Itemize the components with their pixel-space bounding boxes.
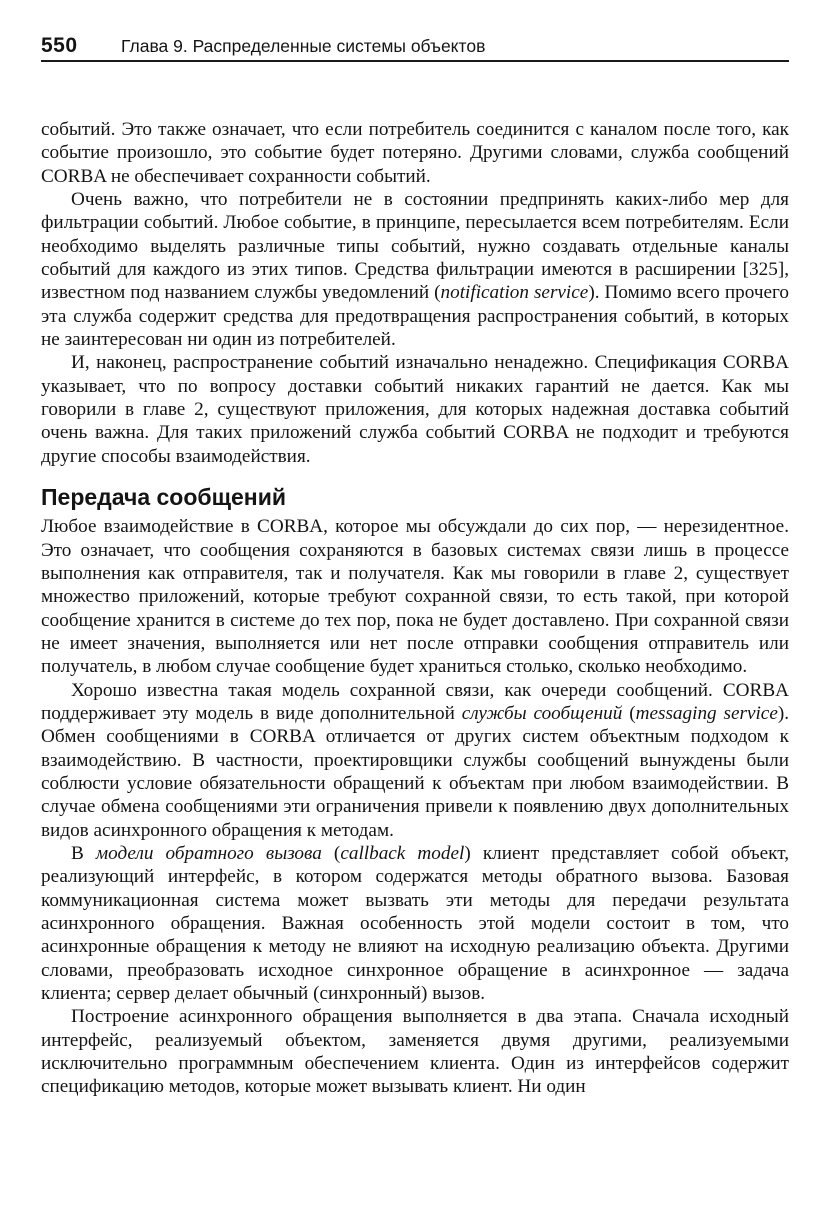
running-title: Глава 9. Распределенные системы объектов bbox=[121, 36, 486, 56]
emphasis-term: службы сообщений bbox=[461, 702, 623, 724]
paragraph-continuation: событий. Это также означает, что если потребитель соединится с каналом после того, как событие произошло, это событие будет потеряно. Другими словами, служба сообщений CORBA не обеспечивает сохранности событий. bbox=[41, 119, 789, 187]
paragraph-nonpersistent: Любое взаимодействие в CORBA, которое мы обсуждали до сих пор, — нерезидентное. Это означает, что сообщения сохраняются в базовых системах связи лишь в процессе выполнения как отправителя, так и получателя. Как мы говорили в главе 2, существует множество приложений, которые требуют сохранной связи, то есть такой, при которой сообщение хранится в системе до тех пор, пока не будет доставлено. При сохранной связи не имеет значения, выполняется или нет после отправки сообщения отправитель или получатель, в любом случае сообщение будет храниться столько, сколько необходимо. bbox=[41, 516, 789, 678]
page-number: 550 bbox=[41, 34, 78, 57]
book-page bbox=[41, 34, 790, 1098]
paragraph-reliability: И, наконец, распространение событий изначально ненадежно. Спецификация CORBA указывает, что по вопросу доставки событий никаких гарантий не дается. Как мы говорили в главе 2, существуют приложения, для которых надежная доставка событий очень важна. Для таких приложений служба событий CORBA не подходит и требуются другие способы взаимодействия. bbox=[41, 352, 789, 467]
emphasis-term: модели обратного вызова bbox=[95, 842, 322, 864]
paragraph-callback-model: В модели обратного вызова (callback model) клиент представляет собой объект, реализующий интерфейс, в котором содержатся методы обратного вызова. Базовая коммуникационная система может вызвать эти методы для передачи результата асинхронного обращения. Важная особенность этой модели состоит в том, что асинхронные обращения к методу не влияют на исходную реализацию объекта. Другими словами, преобразовать исходное синхронное обращение в асинхронное — задача клиента; сервер делает обычный (синхронный) вызов. bbox=[41, 842, 789, 1005]
paragraph-filtering: Очень важно, что потребители не в состоянии предпринять каких-либо мер для фильтрации событий. Любое событие, в принципе, пересылается всем потребителям. Если необходимо выделять различные типы событий, нужно создавать отдельные каналы событий для каждого из этих типов. Средства фильтрации имеются в расширении [325], известном под названием службы уведомлений (notification service). Помимо всего прочего эта служба содержит средства для предотвращения распространения событий, в которых не заинтересован ни один из потребителей. bbox=[41, 189, 789, 351]
emphasis-term: callback model bbox=[340, 842, 465, 864]
emphasis-term: messaging service bbox=[635, 702, 778, 724]
section-heading: Передача сообщений bbox=[41, 484, 286, 511]
emphasis-term: notification service bbox=[440, 282, 589, 304]
paragraph-messaging-service: Хорошо известна такая модель сохранной связи, как очереди сообщений. CORBA поддерживает эту модель в виде дополнительной службы сообщений (messaging service). Обмен сообщениями в CORBA отличается от других систем объектным подходом к взаимодействию. В частности, проектировщики службы сообщений вынуждены были соблюсти условие обязательности обращений к объектам при любом взаимодействии. В случае обмена сообщениями эти ограничения привели к появлению двух дополнительных видов асинхронного обращения к методам. bbox=[41, 679, 790, 841]
page-header bbox=[41, 34, 789, 62]
page-body bbox=[41, 118, 789, 1099]
paragraph-async-construction: Построение асинхронного обращения выполняется в два этапа. Сначала исходный интерфейс, реализуемый объектом, заменяется двумя другими, реализуемыми исключительно программным обеспечением клиента. Один из интерфейсов содержит спецификацию методов, которые может вызывать клиент. Ни один bbox=[41, 1006, 789, 1098]
